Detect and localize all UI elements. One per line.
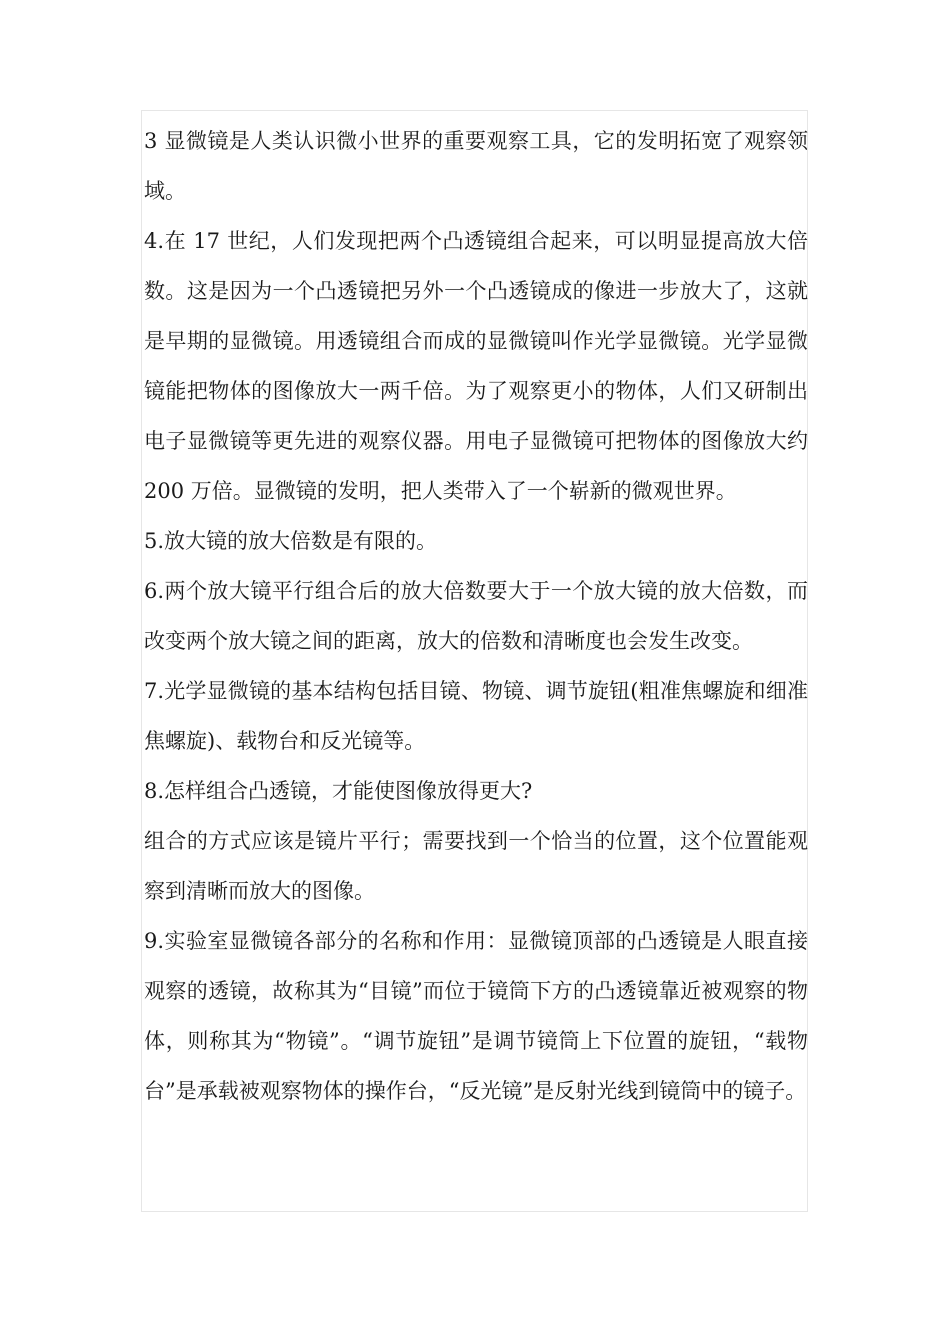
paragraph-item-8-answer: 组合的方式应该是镜片平行；需要找到一个恰当的位置，这个位置能观察到清晰而放大的图像。 xyxy=(144,829,808,903)
paragraph-item-5: 5.放大镜的放大倍数是有限的。 xyxy=(144,529,438,553)
paragraph-item-8-question: 8.怎样组合凸透镜，才能使图像放得更大? xyxy=(144,779,533,803)
paragraph-item-6: 6.两个放大镜平行组合后的放大倍数要大于一个放大镜的放大倍数，而改变两个放大镜之间的距离，放大的倍数和清晰度也会发生改变。 xyxy=(144,579,808,653)
paragraph-item-9: 9.实验室显微镜各部分的名称和作用：显微镜顶部的凸透镜是人眼直接观察的透镜，故称其为“目镜”而位于镜筒下方的凸透镜靠近被观察的物体，则称其为“物镜”。“调节旋钮”是调节镜筒上下位置的旋钮，“载物台”是承载被观察物体的操作台，“反光镜”是反射光线到镜筒中的镜子。 xyxy=(144,929,808,1103)
document-body xyxy=(144,116,808,1116)
paragraph-microscope-intro: 3 显微镜是人类认识微小世界的重要观察工具，它的发明拓宽了观察领域。 xyxy=(144,129,808,203)
paragraph-item-4: 4.在 17 世纪，人们发现把两个凸透镜组合起来，可以明显提高放大倍数。这是因为一个凸透镜把另外一个凸透镜成的像进一步放大了，这就是早期的显微镜。用透镜组合而成的显微镜叫作光学显微镜。光学显微镜能把物体的图像放大一两千倍。为了观察更小的物体，人们又研制出电子显微镜等更先进的观察仪器。用电子显微镜可把物体的图像放大约 200 万倍。显微镜的发明，把人类带入了一个崭新的微观世界。 xyxy=(144,229,808,503)
paragraph-item-7: 7.光学显微镜的基本结构包括目镜、物镜、调节旋钮(粗准焦螺旋和细准焦螺旋)、载物台和反光镜等。 xyxy=(144,679,808,753)
